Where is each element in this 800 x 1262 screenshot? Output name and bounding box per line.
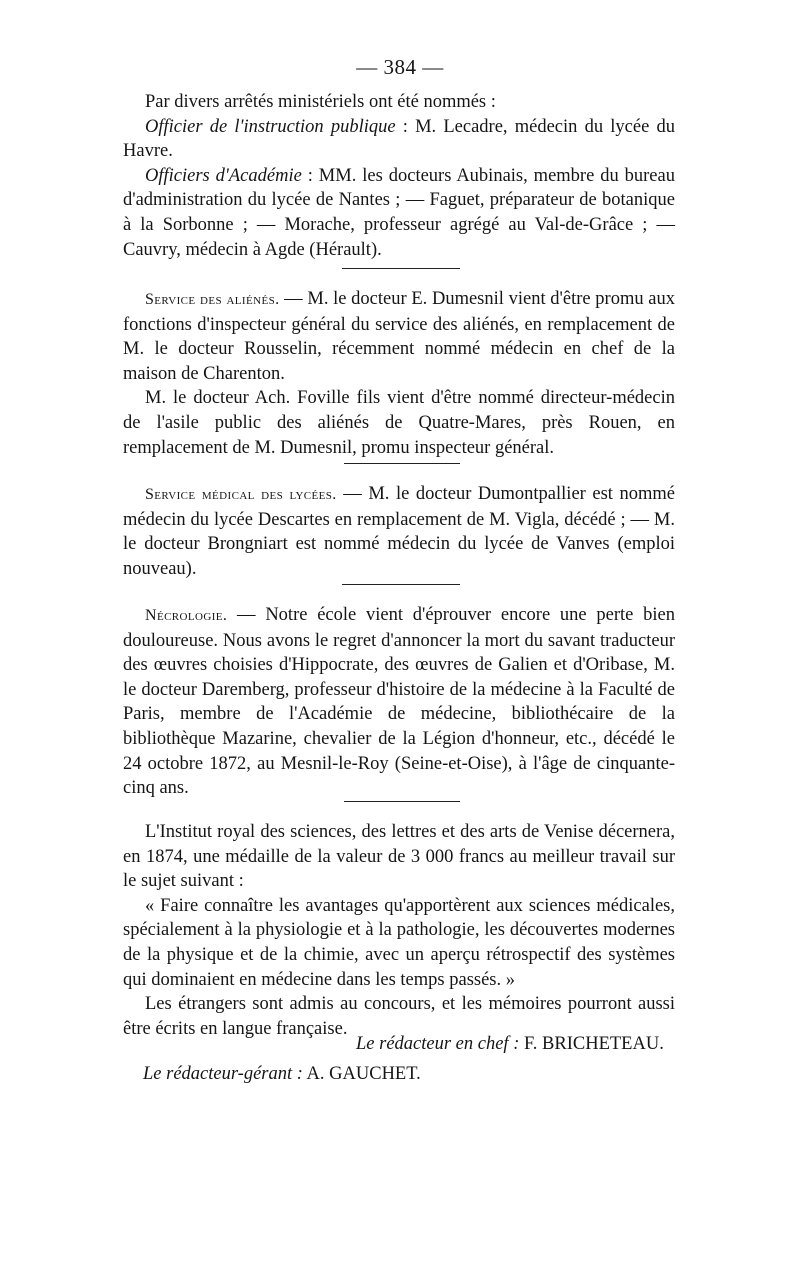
gerant-label: Le rédacteur-gérant :: [143, 1064, 303, 1084]
academie-label: Officiers d'Académie: [145, 165, 302, 186]
nominations-intro: Par divers arrêtés ministériels ont été nommés :: [145, 92, 496, 112]
institut-paragraph-1: L'Institut royal des sciences, des lettres et des arts de Venise décernera, en 1874, une médaille de la valeur de 3 000 francs au meilleur travail sur le sujet suivant :: [123, 822, 675, 892]
alienes-paragraph-2: M. le docteur Ach. Foville fils vient d'être nommé directeur-médecin de l'asile public des aliénés de Quatre-Mares, près Rouen, en remplacement de M. Dumesnil, promu inspecteur général.: [123, 388, 675, 458]
alienes-text: — M. le docteur E. Dumesnil vient d'être promu aux fonctions d'inspecteur général du service des aliénés, en remplacement de M. le docteur Rousselin, récemment nommé médecin en chef de la maison de Charenton.: [123, 289, 675, 384]
necrologie-section: [123, 603, 675, 801]
lycees-section: [123, 482, 675, 581]
nominations-section: [123, 90, 675, 262]
alienes-heading: Service des aliénés.: [145, 291, 280, 308]
lycees-heading: Service médical des lycées.: [145, 486, 337, 503]
necrologie-heading: Nécrologie.: [145, 607, 228, 624]
lycees-paragraph: [123, 482, 675, 581]
signature-gerant: [143, 1062, 421, 1086]
academie-paragraph: [123, 164, 675, 262]
necrologie-text: — Notre école vient d'éprouver encore une perte bien douloureuse. Nous avons le regret d'annoncer la mort du savant traducteur des œuvres choisies d'Hippocrate, des œuvres de Galien et d'Oribase, M. le docteur Daremberg, professeur d'histoire de la médecine à la Faculté de Paris, membre de l'Académie de médecine, bibliothécaire de la bibliothèque Mazarine, chevalier de la Légion d'honneur, etc., décédé le 24 octobre 1872, au Mesnil-le-Roy (Seine-et-Oise), à l'âge de cinquante-cinq ans.: [123, 605, 675, 799]
section-divider: [344, 801, 460, 802]
page-number: — 384 —: [356, 55, 444, 79]
gerant-name: A. GAUCHET.: [306, 1064, 421, 1084]
chef-label: Le rédacteur en chef :: [356, 1034, 520, 1054]
necrologie-paragraph: [123, 603, 675, 801]
officier-label: Officier de l'instruction publique: [145, 116, 396, 137]
alienes-paragraph-1: [123, 287, 675, 386]
chef-name: F. BRICHETEAU.: [523, 1034, 664, 1054]
lycees-text: — M. le docteur Dumontpallier est nommé médecin du lycée Descartes en remplacement de M. Vigla, décédé ; — M. le docteur Brongniart est nommé médecin du lycée de Vanves (emploi nouveau).: [123, 484, 675, 579]
officier-text: : M. Lecadre, médecin du lycée du Havre.: [123, 116, 675, 162]
alienes-section: [123, 287, 675, 460]
institut-paragraph-2: « Faire connaître les avantages qu'apportèrent aux sciences médicales, spécialement à la physiologie et à la pathologie, les découvertes modernes de la physique et de la chimie, avec un aperçu rétrospectif des systèmes qui dominaient en médecine dans les temps passés. »: [123, 895, 675, 990]
section-divider: [342, 584, 460, 585]
signature-chef: [356, 1032, 664, 1056]
officier-paragraph: [123, 115, 675, 164]
section-divider: [342, 268, 460, 269]
academie-text: : MM. les docteurs Aubinais, membre du bureau d'administration du lycée de Nantes ; — Faguet, préparateur de botanique à la Sorbonne ; — Morache, professeur agrégé au Val-de-Grâce ; — Cauvry, médecin à Agde (Hérault).: [123, 165, 675, 260]
institut-section: [123, 820, 675, 1041]
section-divider: [344, 463, 460, 464]
institut-paragraph-3: Les étrangers sont admis au concours, et les mémoires pourront aussi être écrits en langue française.: [123, 994, 675, 1039]
